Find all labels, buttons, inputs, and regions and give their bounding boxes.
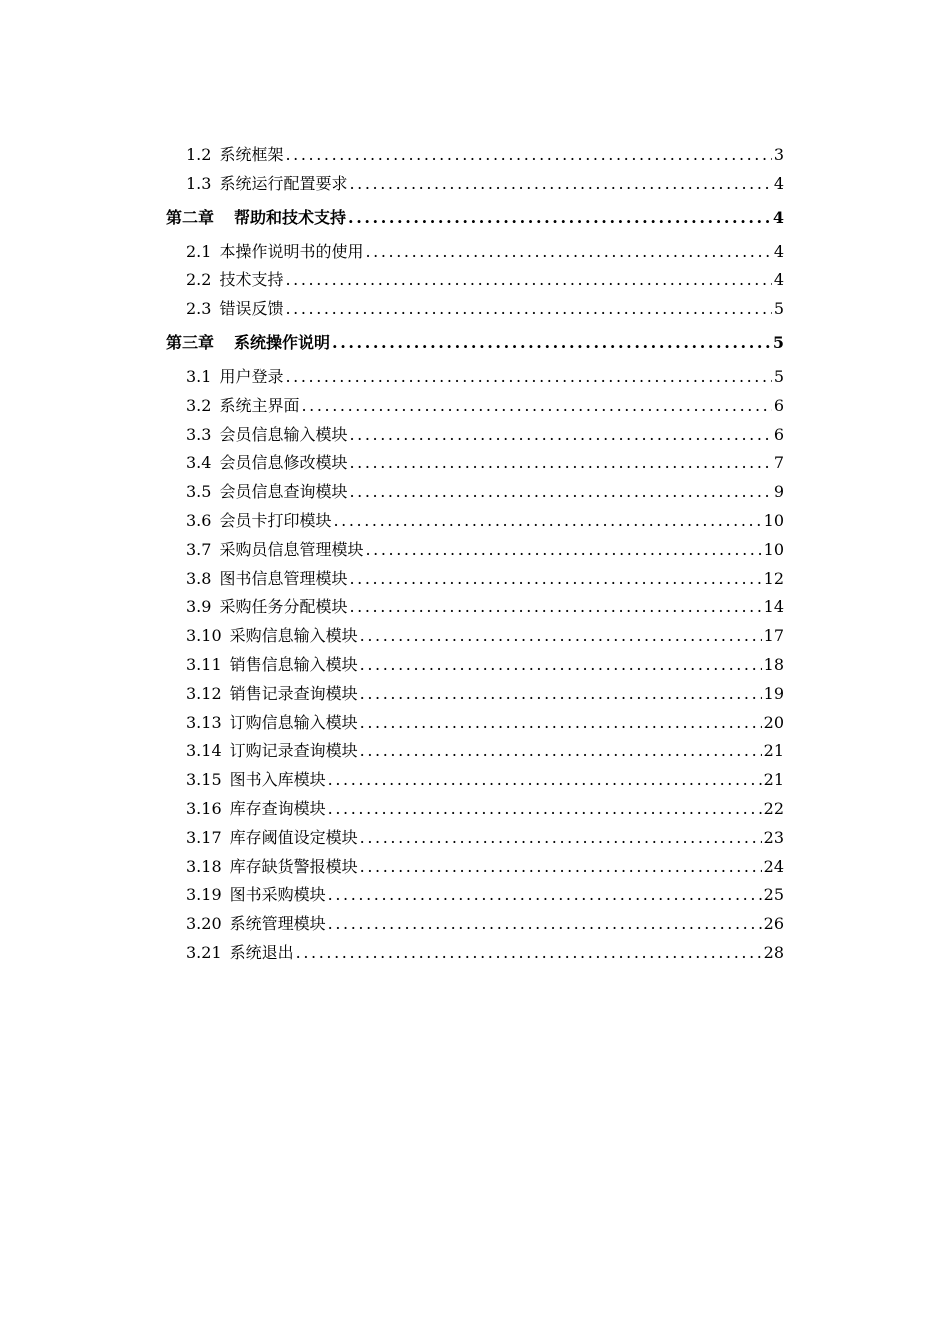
toc-entry-title: 图书信息管理模块: [219, 568, 348, 588]
toc-entry-number: 3.14: [186, 741, 222, 761]
toc-entry-number: 3.1: [186, 366, 212, 386]
toc-entry-number: 3.4: [186, 453, 212, 473]
toc-entry-title: 采购员信息管理模块: [219, 539, 364, 559]
toc-entry-page: 19: [763, 683, 784, 703]
toc-entry-page: 6: [773, 424, 784, 444]
toc-dot-leader: [285, 363, 771, 392]
toc-entry-page: 9: [773, 482, 784, 502]
toc-dot-leader: [360, 709, 762, 738]
toc-entry-page: 17: [763, 626, 784, 646]
toc-section-entry[interactable]: [166, 266, 784, 295]
toc-dot-leader: [296, 939, 762, 968]
toc-entry-title: 系统操作说明: [234, 332, 331, 352]
toc-dot-leader: [360, 651, 762, 680]
toc-dot-leader: [349, 449, 771, 478]
toc-entry-page: 28: [763, 942, 784, 962]
toc-entry-number: 3.6: [186, 510, 212, 530]
toc-entry-number: 3.16: [186, 798, 222, 818]
toc-entry-page: 4: [773, 241, 784, 261]
toc-entry-title: 订购信息输入模块: [229, 712, 358, 732]
toc-dot-leader: [365, 238, 771, 267]
toc-entry-page: 20: [763, 712, 784, 732]
toc-entry-page: 12: [763, 568, 784, 588]
toc-entry-number: 3.3: [186, 424, 212, 444]
toc-entry-page: 6: [773, 395, 784, 415]
toc-entry-title: 系统运行配置要求: [219, 173, 348, 193]
toc-entry-title: 错误反馈: [219, 299, 284, 319]
toc-entry-title: 系统主界面: [219, 395, 300, 415]
toc-entry-number: 3.18: [186, 856, 222, 876]
toc-section-entry[interactable]: [166, 795, 784, 824]
toc-entry-number: 3.10: [186, 626, 222, 646]
toc-section-entry[interactable]: [166, 536, 784, 565]
toc-section-entry[interactable]: [166, 881, 784, 910]
toc-dot-leader: [348, 204, 771, 232]
toc-entry-number: 3.17: [186, 827, 222, 847]
toc-entry-page: 25: [763, 885, 784, 905]
toc-dot-leader: [333, 507, 761, 536]
toc-entry-title: 库存阈值设定模块: [229, 827, 358, 847]
toc-dot-leader: [360, 824, 762, 853]
toc-entry-title: 订购记录查询模块: [229, 741, 358, 761]
toc-entry-number: 1.3: [186, 173, 212, 193]
toc-entry-page: 14: [763, 597, 784, 617]
toc-entry-number: 3.20: [186, 914, 222, 934]
toc-entry-number: 3.9: [186, 597, 212, 617]
toc-entry-title: 库存缺货警报模块: [229, 856, 358, 876]
toc-entry-page: 24: [763, 856, 784, 876]
toc-entry-title: 系统退出: [229, 942, 294, 962]
toc-dot-leader: [360, 622, 762, 651]
toc-entry-number: 3.13: [186, 712, 222, 732]
toc-section-entry[interactable]: [166, 392, 784, 421]
toc-entry-title: 系统框架: [219, 145, 284, 164]
toc-entry-title: 本操作说明书的使用: [219, 241, 364, 261]
toc-dot-leader: [365, 536, 761, 565]
toc-entry-title: 图书采购模块: [229, 885, 326, 905]
toc-dot-leader: [285, 295, 771, 324]
toc-entry-number: 1.2: [186, 145, 212, 164]
toc-section-entry[interactable]: [166, 709, 784, 738]
toc-section-entry[interactable]: [166, 853, 784, 882]
toc-dot-leader: [332, 329, 771, 357]
toc-entry-number: 3.8: [186, 568, 212, 588]
toc-entry-title: 销售信息输入模块: [229, 654, 358, 674]
toc-section-entry[interactable]: [166, 238, 784, 267]
toc-entry-title: 采购信息输入模块: [229, 626, 358, 646]
toc-entry-page: 18: [763, 654, 784, 674]
toc-section-entry[interactable]: [166, 507, 784, 536]
toc-entry-number: 2.2: [186, 270, 212, 290]
toc-section-entry[interactable]: [166, 449, 784, 478]
toc-entry-number: 2.1: [186, 241, 212, 261]
toc-dot-leader: [285, 266, 771, 295]
toc-dot-leader: [349, 170, 771, 199]
toc-entry-page: 5: [773, 299, 784, 319]
toc-section-entry[interactable]: [166, 141, 784, 170]
toc-dot-leader: [328, 766, 762, 795]
toc-section-entry[interactable]: [166, 565, 784, 594]
toc-dot-leader: [360, 680, 762, 709]
toc-dot-leader: [349, 565, 761, 594]
toc-entry-page: 21: [763, 770, 784, 790]
toc-section-entry[interactable]: [166, 593, 784, 622]
toc-entry-title: 会员信息查询模块: [219, 482, 348, 502]
toc-dot-leader: [285, 141, 771, 170]
toc-section-entry[interactable]: [166, 363, 784, 392]
toc-dot-leader: [328, 881, 762, 910]
toc-dot-leader: [349, 593, 761, 622]
toc-entry-number: 3.7: [186, 539, 212, 559]
toc-section-entry[interactable]: [166, 170, 784, 199]
toc-entry-page: 5: [772, 332, 784, 352]
toc-section-entry[interactable]: [166, 478, 784, 507]
toc-entry-page: 7: [773, 453, 784, 473]
toc-section-entry[interactable]: [166, 766, 784, 795]
toc-section-entry[interactable]: [166, 295, 784, 324]
toc-entry-number: 3.15: [186, 770, 222, 790]
toc-dot-leader: [328, 910, 762, 939]
toc-entry-page: 3: [773, 145, 784, 164]
toc-dot-leader: [360, 853, 762, 882]
toc-dot-leader: [349, 421, 771, 450]
toc-section-entry[interactable]: [166, 824, 784, 853]
toc-entry-title: 帮助和技术支持: [234, 207, 347, 227]
toc-entry-page: 23: [763, 827, 784, 847]
toc-section-entry[interactable]: [166, 421, 784, 450]
toc-entry-page: 4: [773, 270, 784, 290]
toc-entry-page: 10: [763, 539, 784, 559]
toc-entry-page: 21: [763, 741, 784, 761]
toc-dot-leader: [301, 392, 771, 421]
toc-entry-number: 2.3: [186, 299, 212, 319]
toc-section-entry[interactable]: [166, 651, 784, 680]
toc-entry-number: 3.12: [186, 683, 222, 703]
toc-entry-title: 用户登录: [219, 366, 284, 386]
toc-entry-page: 5: [773, 366, 784, 386]
toc-dot-leader: [328, 795, 762, 824]
toc-section-entry[interactable]: [166, 737, 784, 766]
toc-entry-page: 10: [763, 510, 784, 530]
toc-section-entry[interactable]: [166, 622, 784, 651]
toc-entry-title: 销售记录查询模块: [229, 683, 358, 703]
toc-entry-number: 3.21: [186, 942, 222, 962]
toc-entry-number: 3.11: [186, 654, 222, 674]
table-of-contents: [166, 141, 784, 968]
toc-entry-title: 技术支持: [219, 270, 284, 290]
toc-entry-number: 第二章: [166, 207, 215, 227]
toc-entry-number: 3.5: [186, 482, 212, 502]
toc-chapter-entry[interactable]: [166, 204, 784, 232]
toc-entry-page: 22: [763, 798, 784, 818]
toc-section-entry[interactable]: [166, 680, 784, 709]
toc-entry-title: 会员信息修改模块: [219, 453, 348, 473]
toc-entry-title: 采购任务分配模块: [219, 597, 348, 617]
toc-entry-title: 图书入库模块: [229, 770, 326, 790]
toc-entry-page: 4: [772, 207, 784, 227]
toc-dot-leader: [360, 737, 762, 766]
toc-entry-number: 3.2: [186, 395, 212, 415]
toc-dot-leader: [349, 478, 771, 507]
toc-entry-number: 3.19: [186, 885, 222, 905]
toc-entry-title: 会员信息输入模块: [219, 424, 348, 444]
toc-entry-number: 第三章: [166, 332, 215, 352]
toc-section-entry[interactable]: [166, 910, 784, 939]
toc-entry-page: 26: [763, 914, 784, 934]
toc-chapter-entry[interactable]: [166, 329, 784, 357]
toc-entry-title: 库存查询模块: [229, 798, 326, 818]
toc-entry-page: 4: [773, 173, 784, 193]
toc-entry-title: 系统管理模块: [229, 914, 326, 934]
toc-section-entry[interactable]: [166, 939, 784, 968]
toc-entry-title: 会员卡打印模块: [219, 510, 332, 530]
